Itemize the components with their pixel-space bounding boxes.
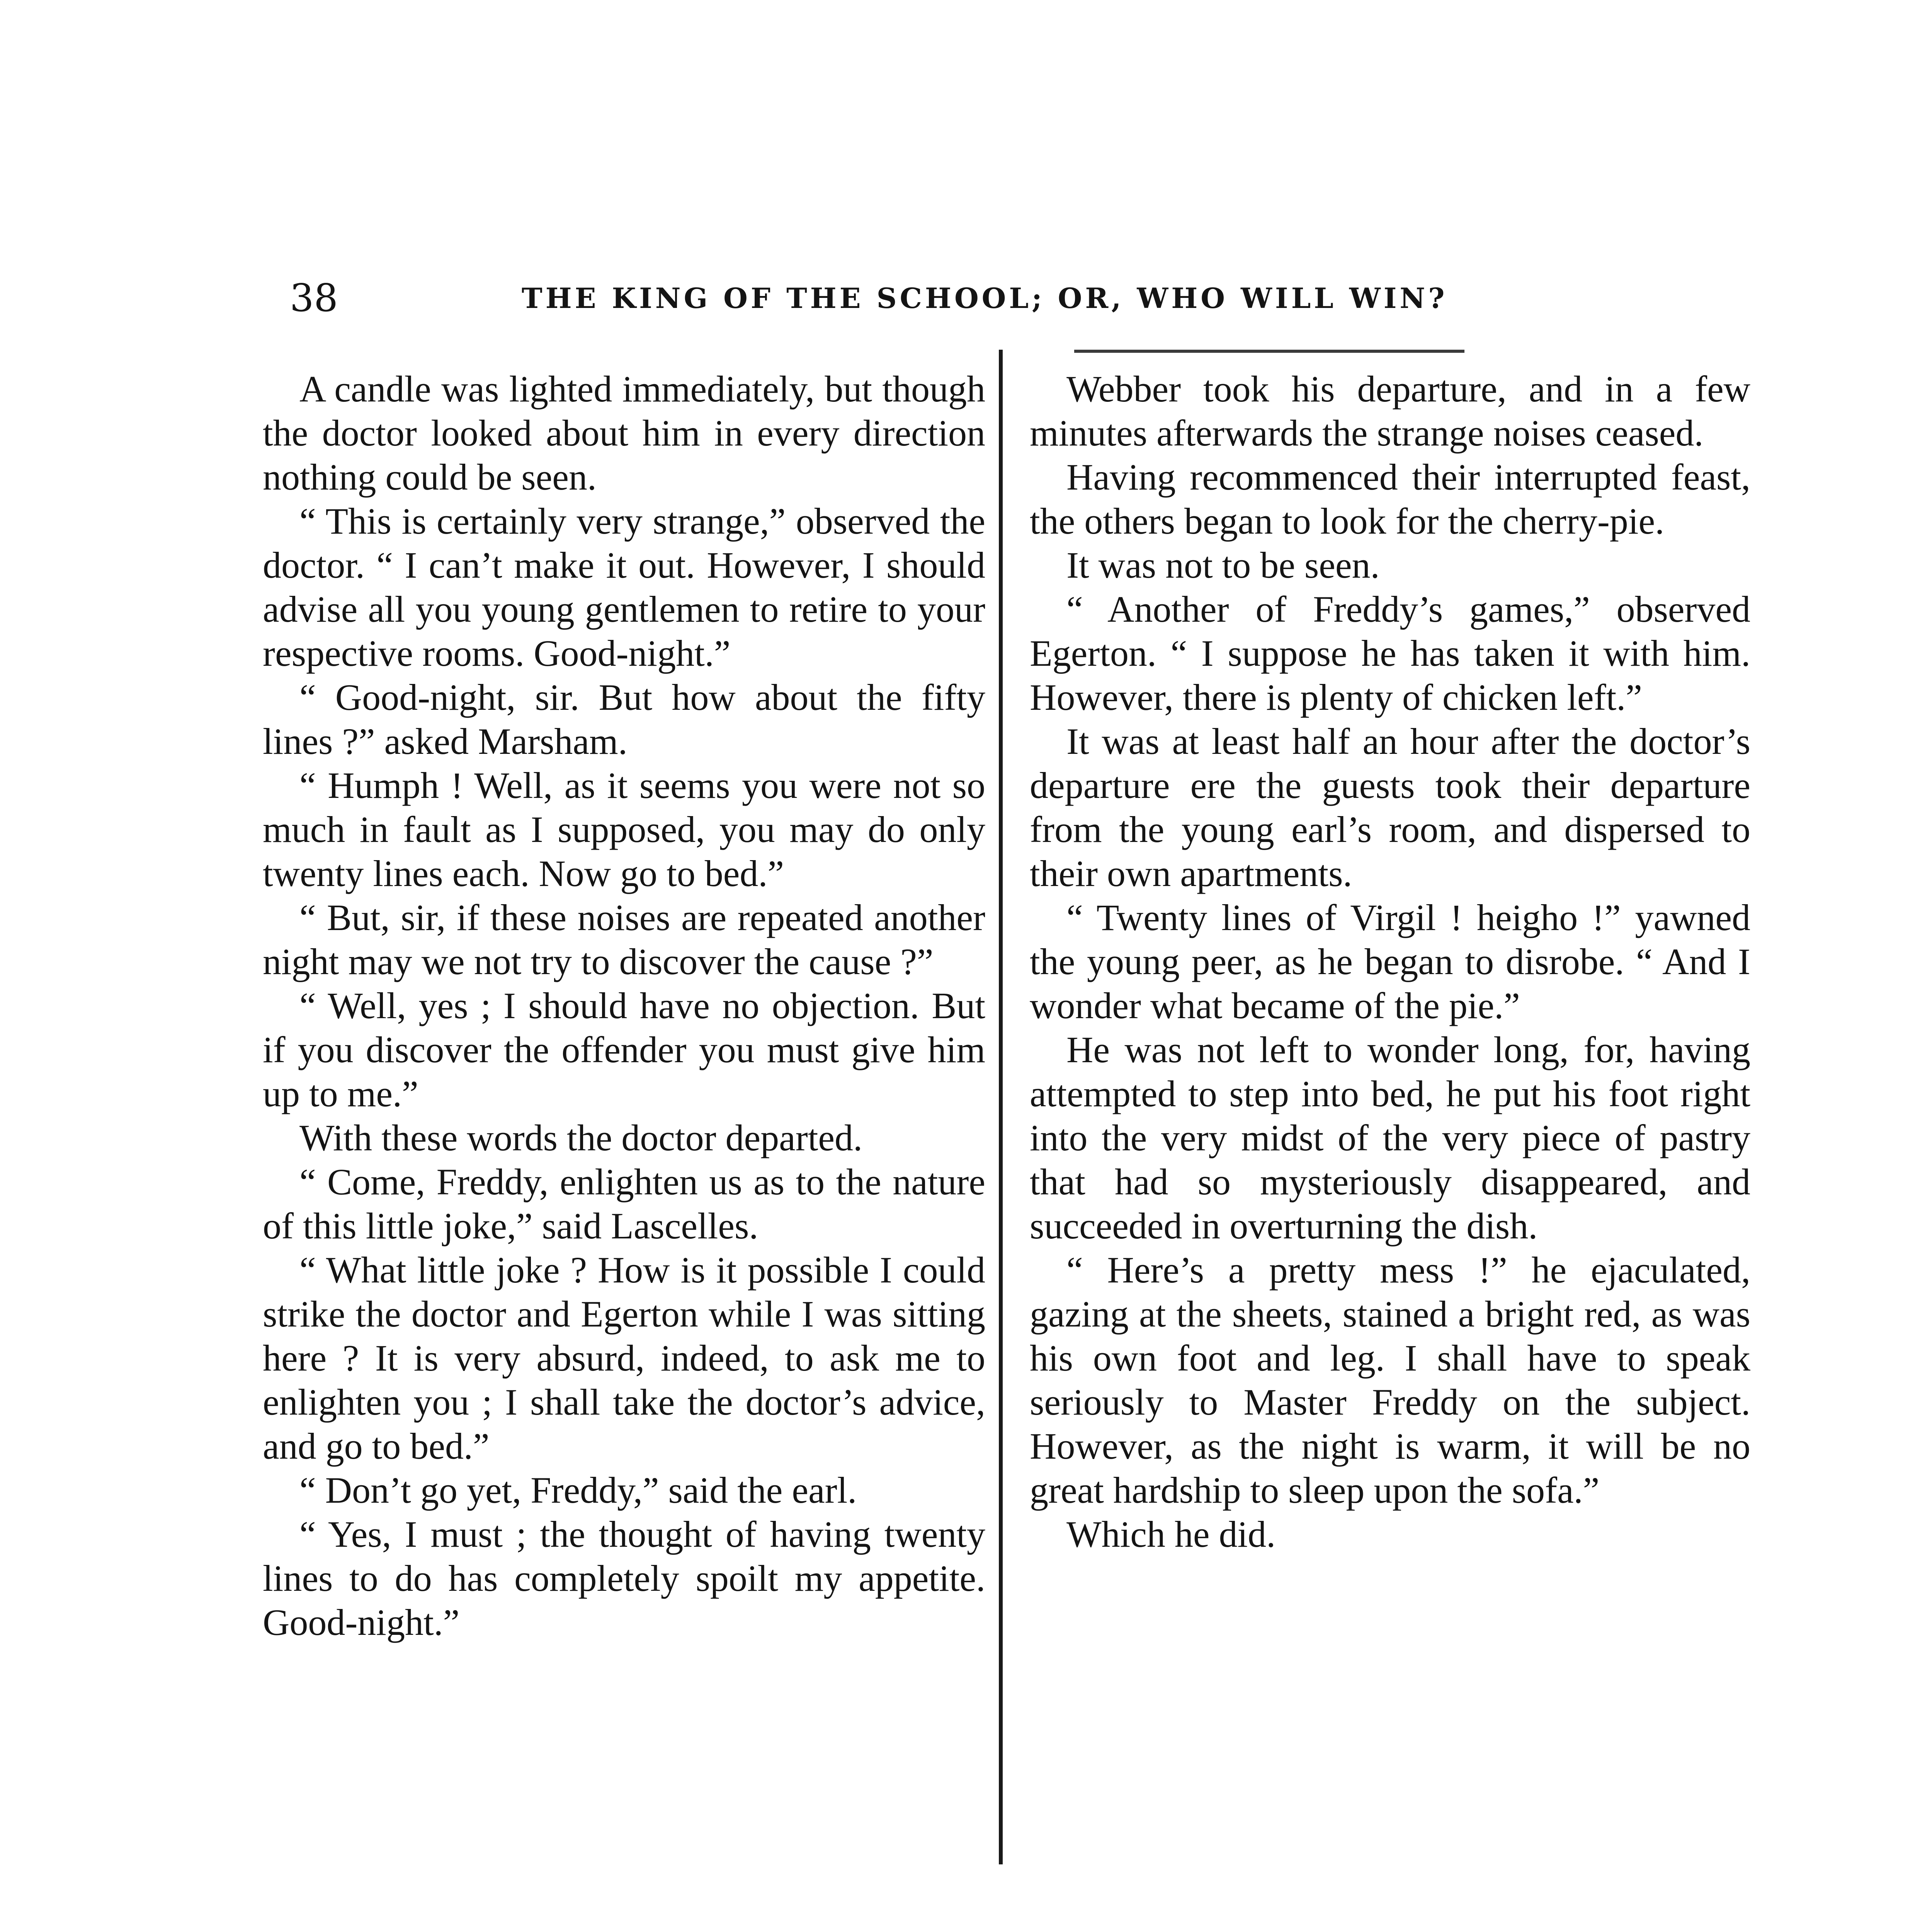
page-header <box>267 276 1747 327</box>
paragraph: With these words the doctor departed. <box>299 1117 863 1158</box>
paragraph: “ This is certainly very strange,” observed the doctor. “ I can’t make it out. However, I should advise all you young gentlemen to retire to your respective rooms. Good-night.” <box>263 500 985 674</box>
top-left-column <box>263 367 985 1645</box>
paragraph: “ Good-night, sir. But how about the fifty lines ?” asked Marsham. <box>263 677 985 762</box>
paragraph: “ But, sir, if these noises are repeated another night may we not try to discover the cause ?” <box>263 897 985 982</box>
paragraph: “ Here’s a pretty mess !” he ejaculated, gazing at the sheets, stained a bright red, as was his own foot and leg. I shall have to speak seriously to Master Freddy on the subject. However, as the night is warm, it will be no great hardship to sleep upon the sofa.” <box>1030 1249 1750 1511</box>
paragraph: It was at least half an hour after the doctor’s departure ere the guests took their departure from the young earl’s room, and dispersed to their own apartments. <box>1030 721 1750 894</box>
paragraph: “ Well, yes ; I should have no objection. But if you discover the offender you must give him up to me.” <box>263 985 985 1114</box>
paragraph: “ Don’t go yet, Freddy,” said the earl. <box>299 1469 857 1511</box>
paragraph: “ Yes, I must ; the thought of having twenty lines to do has completely spoilt my appetite. Good-night.” <box>263 1514 985 1643</box>
paragraph: Webber took his departure, and in a few minutes afterwards the strange noises ceased. <box>1030 368 1750 454</box>
paragraph: It was not to be seen. <box>1066 544 1380 586</box>
page-number: 38 <box>290 276 338 320</box>
paragraph: “ What little joke ? How is it possible I could strike the doctor and Egerton while I was sitting here ? It is very absurd, indeed, to ask me to enlighten you ; I shall take the doctor’s advice, and go to bed.” <box>263 1249 985 1467</box>
top-right-column <box>1030 367 1750 1556</box>
header-rule <box>1074 350 1464 353</box>
paragraph: “ Another of Freddy’s games,” observed Egerton. “ I suppose he has taken it with him. However, there is plenty of chicken left.” <box>1030 588 1750 718</box>
paragraph: He was not left to wonder long, for, having attempted to step into bed, he put his foot right into the very midst of the very piece of pastry that had so mysteriously disappeared, and succeeded in overturning the dish. <box>1030 1029 1750 1247</box>
running-head: THE KING OF THE SCHOOL; OR, WHO WILL WIN? <box>522 282 1448 315</box>
paragraph: “ Come, Freddy, enlighten us as to the nature of this little joke,” said Lascelles. <box>263 1161 985 1247</box>
paragraph: A candle was lighted immediately, but though the doctor looked about him in every direction nothing could be seen. <box>263 368 985 498</box>
paragraph: “ Twenty lines of Virgil ! heigho !” yawned the young peer, as he began to disrobe. “ And I wonder what became of the pie.” <box>1030 897 1750 1026</box>
paragraph: “ Humph ! Well, as it seems you were not so much in fault as I supposed, you may do only twenty lines each. Now go to bed.” <box>263 765 985 894</box>
paragraph: Which he did. <box>1066 1514 1276 1555</box>
paragraph: Having recommenced their interrupted feast, the others began to look for the cherry-pie. <box>1030 456 1750 542</box>
top-column-divider <box>999 350 1003 1864</box>
